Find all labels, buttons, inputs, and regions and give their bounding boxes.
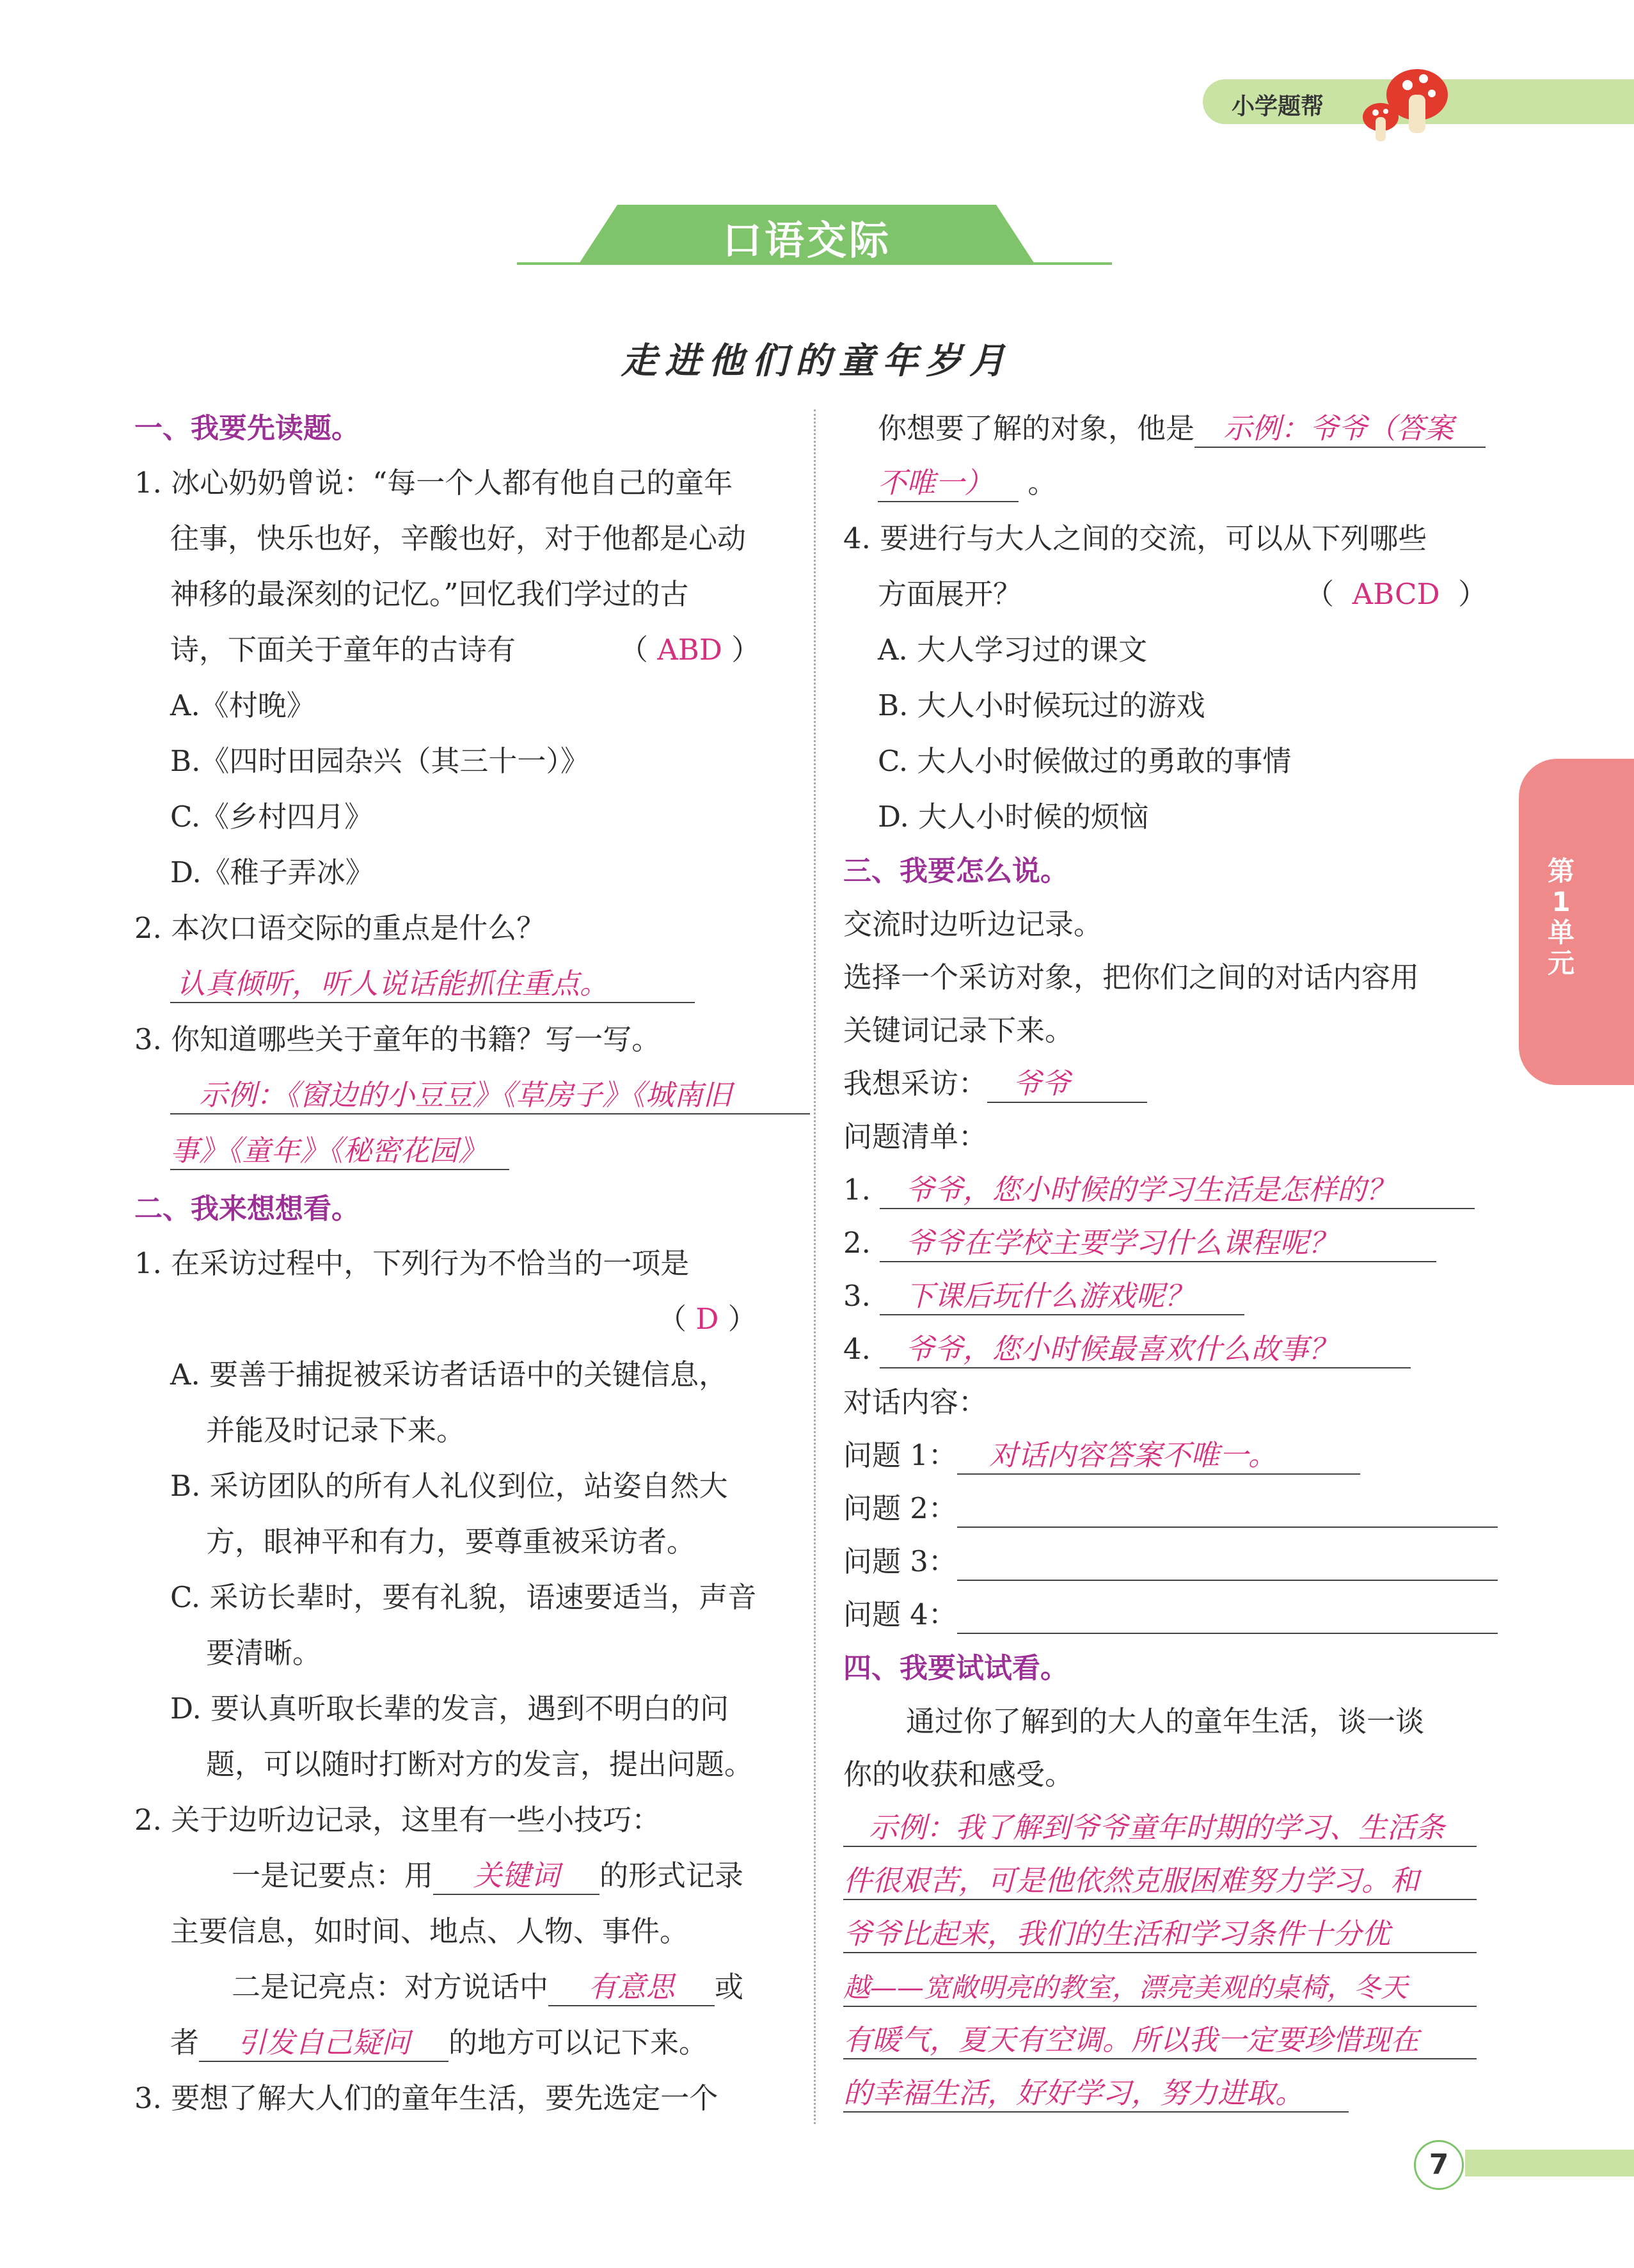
answer-text: 下课后玩什么游戏呢？ bbox=[880, 1278, 1244, 1315]
answer-text: 有意思 bbox=[548, 1969, 715, 2006]
blank-field[interactable] bbox=[957, 1602, 1498, 1634]
fill-sentence: 者 引发自己疑问 的地方可以记下来。 bbox=[170, 2024, 708, 2062]
section-title: 口语交际 bbox=[722, 217, 891, 264]
dialogue-line: 问题 3： bbox=[843, 1542, 1498, 1581]
fill-sentence: 不唯一） 。 bbox=[878, 464, 1056, 502]
question-text: 1. 冰心奶奶曾说：“每一个人都有他自己的童年 bbox=[134, 466, 733, 500]
dialogue-line: 问题 1： 对话内容答案不唯一。 bbox=[843, 1436, 1360, 1475]
list-item: 2. 爷爷在学校主要学习什么课程呢？ bbox=[843, 1224, 1436, 1262]
option-item: D. 要认真听取长辈的发言，遇到不明白的问 bbox=[170, 1692, 729, 1725]
list-item: 1. 爷爷，您小时候的学习生活是怎样的？ bbox=[843, 1171, 1475, 1209]
option-item: B. 大人小时候玩过的游戏 bbox=[878, 688, 1205, 722]
page-subtitle: 走进他们的童年岁月 bbox=[621, 340, 1013, 382]
answer-text: 爷爷 bbox=[987, 1066, 1147, 1103]
question-text: 2. 关于边听边记录，这里有一些小技巧： bbox=[134, 1803, 661, 1837]
dialogue-line: 问题 4： bbox=[843, 1596, 1498, 1634]
option-item: D.《稚子弄冰》 bbox=[170, 855, 374, 889]
answer-bracket: （ ABCD ） bbox=[1305, 577, 1487, 611]
instruction-text: 你的收获和感受。 bbox=[843, 1757, 1074, 1791]
answer-text: 对话内容答案不唯一。 bbox=[957, 1438, 1360, 1475]
question-text: 3. 你知道哪些关于童年的书籍？写一写。 bbox=[134, 1022, 661, 1056]
section-heading-4: 四、我要试试看。 bbox=[843, 1652, 1068, 1685]
question-text: 2. 本次口语交际的重点是什么？ bbox=[134, 911, 546, 945]
answer-bracket: （ D ） bbox=[658, 1302, 757, 1336]
column-divider bbox=[814, 409, 816, 2124]
option-item: A.《村晚》 bbox=[170, 688, 315, 722]
brand-label: 小学题帮 bbox=[1232, 93, 1324, 120]
fill-sentence: 你想要了解的对象，他是 示例：爷爷（答案 bbox=[878, 409, 1486, 448]
mushroom-icon bbox=[1356, 56, 1452, 152]
essay-line: 有暖气，夏天有空调。所以我一定要珍惜现在 bbox=[843, 2022, 1477, 2059]
section-heading-1: 一、我要先读题。 bbox=[134, 412, 360, 445]
option-item: B.《四时田园杂兴（其三十一）》 bbox=[170, 744, 589, 778]
question-text: 3. 要想了解大人们的童年生活，要先选定一个 bbox=[134, 2081, 718, 2115]
question-text: 4. 要进行与大人之间的交流，可以从下列哪些 bbox=[843, 521, 1427, 555]
question-text: 主要信息，如时间、地点、人物、事件。 bbox=[170, 1914, 689, 1948]
question-text: 神移的最深刻的记忆。”回忆我们学过的古 bbox=[170, 577, 689, 611]
section-heading-3: 三、我要怎么说。 bbox=[843, 855, 1068, 887]
option-item: A. 要善于捕捉被采访者话语中的关键信息， bbox=[170, 1358, 728, 1392]
question-text: 1. 在采访过程中，下列行为不恰当的一项是 bbox=[134, 1246, 690, 1280]
instruction-text: 关键词记录下来。 bbox=[843, 1013, 1074, 1047]
option-item: 并能及时记录下来。 bbox=[206, 1413, 466, 1447]
list-item: 3. 下课后玩什么游戏呢？ bbox=[843, 1277, 1244, 1315]
footer-bar bbox=[1465, 2150, 1634, 2177]
answer-text: 示例：《窗边的小豆豆》《草房子》《城南旧 bbox=[170, 1077, 810, 1114]
option-item: A. 大人学习过的课文 bbox=[878, 633, 1148, 667]
answer-text: 爷爷，您小时候最喜欢什么故事？ bbox=[880, 1331, 1411, 1368]
fill-sentence: 我想采访： 爷爷 bbox=[843, 1065, 1147, 1103]
essay-line: 爷爷比起来，我们的生活和学习条件十分优 bbox=[843, 1916, 1477, 1953]
answer-text: 事》《童年》《秘密花园》 bbox=[170, 1133, 509, 1170]
option-item: C.《乡村四月》 bbox=[170, 800, 374, 834]
answer-text: 爷爷在学校主要学习什么课程呢？ bbox=[880, 1225, 1436, 1262]
answer-text: 关键词 bbox=[433, 1858, 599, 1895]
list-item: 4. 爷爷，您小时候最喜欢什么故事？ bbox=[843, 1330, 1411, 1368]
answer-text: 引发自己疑问 bbox=[199, 2025, 448, 2062]
option-item: 方，眼神平和有力，要尊重被采访者。 bbox=[206, 1525, 696, 1558]
essay-line: 件很艰苦，可是他依然克服困难努力学习。和 bbox=[843, 1863, 1477, 1900]
dialogue-line: 问题 2： bbox=[843, 1489, 1498, 1528]
instruction-text: 交流时边听边记录。 bbox=[843, 907, 1103, 941]
essay-line: 的幸福生活，好好学习，努力进取。 bbox=[843, 2075, 1349, 2113]
answer-text: 认真倾听，听人说话能抓住重点。 bbox=[170, 966, 695, 1003]
fill-sentence: 二是记亮点：对方说话中 有意思 或 bbox=[232, 1968, 743, 2006]
answer-text: 示例：爷爷（答案 bbox=[1194, 411, 1486, 448]
question-text: 往事，快乐也好，辛酸也好，对于他都是心动 bbox=[170, 521, 747, 555]
option-item: D. 大人小时候的烦恼 bbox=[878, 800, 1149, 834]
blank-field[interactable] bbox=[957, 1549, 1498, 1581]
fill-sentence: 一是记要点：用 关键词 的形式记录 bbox=[232, 1857, 743, 1895]
unit-label: 第 1 单 元 bbox=[1547, 855, 1575, 979]
page-number: 7 bbox=[1414, 2140, 1464, 2190]
essay-line: 越——宽敞明亮的教室，漂亮美观的桌椅，冬天 bbox=[843, 1970, 1477, 2007]
option-item: 题，可以随时打断对方的发言，提出问题。 bbox=[206, 1747, 754, 1781]
question-text: 方面展开？ bbox=[878, 577, 1022, 611]
blank-field[interactable] bbox=[957, 1496, 1498, 1528]
option-item: C. 大人小时候做过的勇敢的事情 bbox=[878, 744, 1292, 778]
answer-choice: ABD bbox=[657, 633, 722, 667]
instruction-text: 问题清单： bbox=[843, 1120, 988, 1154]
section-heading-2: 二、我来想想看。 bbox=[134, 1193, 360, 1225]
instruction-text: 通过你了解到的大人的童年生活，谈一谈 bbox=[906, 1704, 1425, 1738]
option-item: 要清晰。 bbox=[206, 1636, 322, 1670]
question-text: 诗，下面关于童年的古诗有 bbox=[170, 633, 516, 667]
essay-line: 示例：我了解到爷爷童年时期的学习、生活条 bbox=[843, 1810, 1477, 1847]
option-item: B. 采访团队的所有人礼仪到位，站姿自然大 bbox=[170, 1469, 728, 1503]
answer-bracket: （ ABD ） bbox=[619, 633, 761, 667]
answer-choice: D bbox=[695, 1302, 719, 1336]
answer-text: 不唯一） bbox=[878, 465, 1019, 502]
instruction-text: 选择一个采访对象，把你们之间的对话内容用 bbox=[843, 960, 1420, 994]
option-item: C. 采访长辈时，要有礼貌，语速要适当，声音 bbox=[170, 1580, 757, 1614]
answer-choice: ABCD bbox=[1352, 577, 1440, 611]
answer-text: 爷爷，您小时候的学习生活是怎样的？ bbox=[880, 1172, 1475, 1209]
instruction-text: 对话内容： bbox=[843, 1385, 988, 1419]
